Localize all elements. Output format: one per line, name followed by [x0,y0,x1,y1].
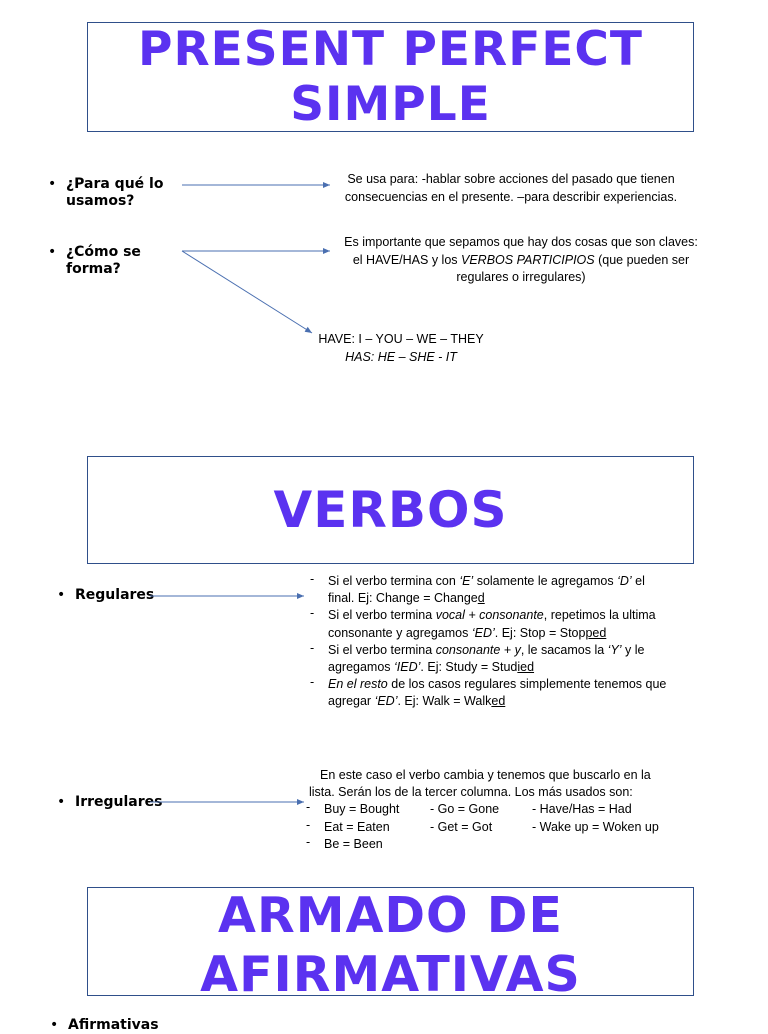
bullet-label: Irregulares [75,794,163,810]
rule-text: . Ej: Stop = Stop [494,625,586,640]
bullet-label-line-1: ¿Para qué lo [66,176,164,192]
bullet-dot: • [48,176,57,192]
dash-marker: - [310,675,315,690]
rule-underline: d [477,591,485,606]
rule-italic: ‘ED’ [374,694,398,709]
rule-text: Si el verbo termina con [328,574,460,588]
irregular-verb-cell: Be = Been [324,836,383,851]
rule-text: final. Ej: Change = Change [328,591,478,606]
rule-italic: vocal + consonante [435,608,544,623]
answer-line-3: regulares o irregulares) [456,270,586,284]
rule-text: y le [621,642,645,657]
bullet-dot: • [57,794,66,810]
rule-text: Si el verbo termina [328,642,436,657]
irregular-verb-cell: - Get = Got [430,819,493,834]
rule-text: . Ej: Study = Stud [420,660,518,675]
dash-marker: - [306,834,311,849]
answer-line-1: Es importante que sepamos que hay dos cosas que son claves: [344,235,698,249]
answer-text: (que pueden ser [594,252,690,267]
dash-marker: - [306,800,311,815]
irregulares-intro-line-1: En este caso el verbo cambia y tenemos que buscarlo en la [320,768,651,782]
rule-text: el [631,574,645,588]
rule-italic: ‘E’ [459,574,474,588]
rule-underline: ed [491,694,506,709]
answer-text: el HAVE/HAS y los [352,252,461,267]
bullet-dot: • [48,244,57,260]
title-verbos: VERBOS [273,481,508,539]
answer-italic: VERBOS PARTICIPIOS [461,252,595,267]
dash-marker: - [310,572,315,586]
irregular-verb-cell: Eat = Eaten [324,819,390,834]
dash-marker: - [306,817,311,832]
bullet-label: Regulares [75,587,155,603]
irregular-verb-cell: Buy = Bought [324,802,400,817]
has-line-text: HAS: HE – SHE - IT [345,349,457,364]
irregular-verb-cell: - Wake up = Woken up [532,819,659,834]
title-line-2: SIMPLE [290,77,491,132]
bullet-label-line-2: forma? [66,261,121,277]
answer-line-1: Se usa para: -hablar sobre acciones del pasado que tienen [347,172,675,186]
rule-text: , repetimos la ultima [543,608,656,623]
rule-text: consonante y agregamos [328,625,472,640]
rule-italic: En el resto [328,677,388,692]
irregular-verb-cell: - Have/Has = Had [532,802,632,817]
title-line-1: PRESENT PERFECT [138,22,643,77]
bullet-dot: • [57,587,66,603]
title-line-1: ARMADO DE [218,887,563,944]
rule-text: , le sacamos la [520,642,608,657]
dash-marker: - [310,640,315,655]
dash-marker: - [310,606,315,621]
rule-text: agregamos [328,660,395,675]
rule-text: Si el verbo termina [328,608,436,623]
rule-text: de los casos regulares simplemente tenemos que [387,677,667,692]
title-line-2: AFIRMATIVAS [200,945,581,996]
bullet-label-line-1: ¿Cómo se [66,244,141,260]
bullet-label: Afirmativas [68,1017,159,1033]
rule-italic: ‘D’ [617,574,632,588]
irregular-verb-cell: - Go = Gone [430,802,500,817]
rule-underline: ped [585,625,607,640]
rule-italic: ‘IED’ [394,660,421,675]
rule-text: agregar [328,694,375,709]
answer-line-2: consecuencias en el presente. –para describir experiencias. [344,189,678,204]
rule-italic: ‘Y’ [607,642,622,657]
bullet-dot: • [50,1017,59,1033]
rule-italic: ‘ED’ [471,625,495,640]
irregulares-intro-line-2: lista. Serán los de la tercer columna. Los más usados son: [309,785,633,800]
rule-underline: ied [517,660,535,675]
bullet-label-line-2: usamos? [66,193,135,209]
arrow-como-forma-down [182,251,312,333]
have-line: HAVE: I – YOU – WE – THEY [318,332,484,346]
rule-text: solamente le agregamos [473,574,618,588]
rule-italic: consonante + y [435,642,521,657]
rule-text: . Ej: Walk = Walk [397,694,492,709]
